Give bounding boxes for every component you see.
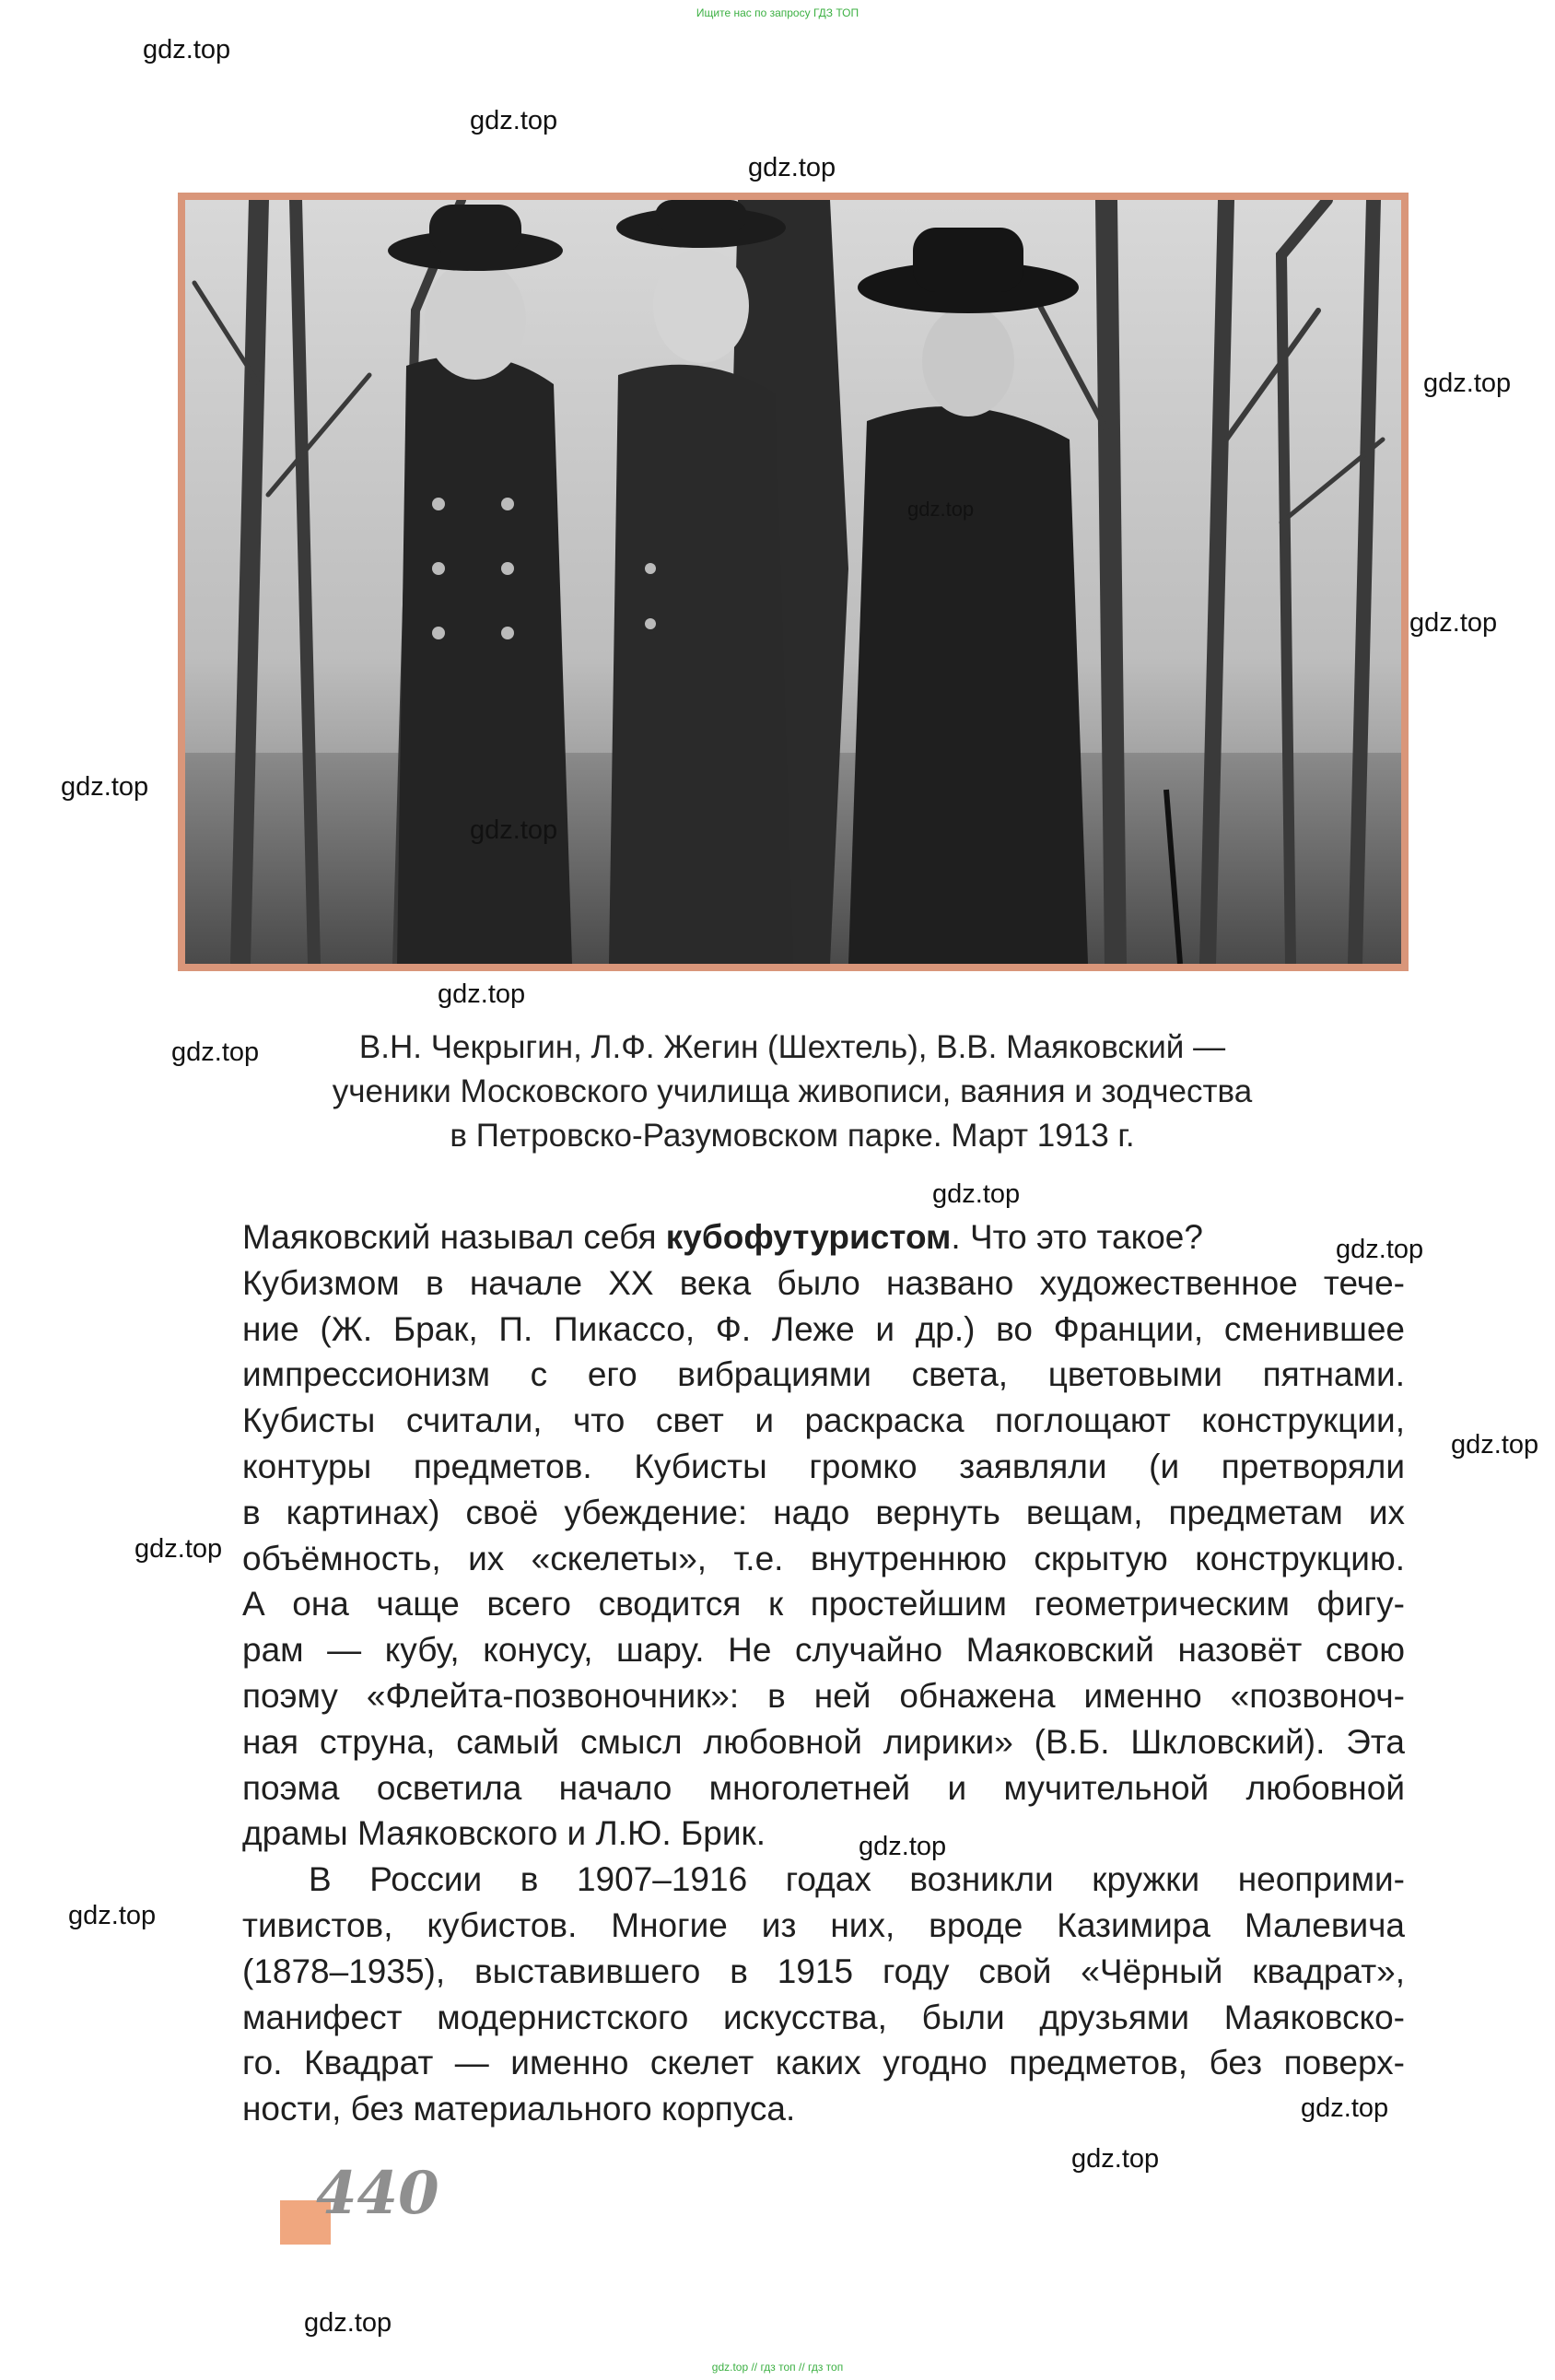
watermark: gdz.top: [932, 1179, 1021, 1209]
caption-line: ученики Московского училища живописи, ваяния и зодчества: [332, 1073, 1253, 1109]
watermark: gdz.top: [143, 35, 231, 64]
bold-term: кубофутуристом: [665, 1218, 952, 1256]
watermark: gdz.top: [304, 2308, 392, 2338]
footer-note[interactable]: gdz.top // гдз топ // гдз топ: [711, 2361, 844, 2374]
photo-three-men-in-park: [185, 200, 1401, 964]
page-number: 440: [316, 2159, 439, 2228]
watermark: gdz.top: [470, 106, 558, 135]
caption-line: В.Н. Чекрыгин, Л.Ф. Жегин (Шехтель), В.В. Маяковский —: [358, 1029, 1226, 1065]
body-text: [242, 1214, 1405, 2132]
text-line: поэму «Флейта-позвоночник»: в ней обнажена именно «позвоноч-: [242, 1676, 1405, 1715]
watermark: gdz.top: [1423, 369, 1512, 398]
text-line: го. Квадрат — именно скелет каких угодно предметов, без поверх-: [242, 2044, 1405, 2082]
watermark: gdz.top: [1336, 1235, 1424, 1264]
text-line: в картинах) своё убеждение: надо вернуть вещам, предметам их: [242, 1493, 1405, 1531]
watermark: gdz.top: [907, 498, 975, 521]
text-line: ная струна, самый смысл любовной лирики» (В.Б. Шкловский). Эта: [242, 1722, 1405, 1761]
photo: [178, 193, 1409, 971]
text-line: [242, 1214, 1405, 1260]
text-line: объёмность, их «скелеты», т.е. внутреннюю скрытую конструкцию.: [242, 1539, 1405, 1577]
watermark: gdz.top: [859, 1832, 947, 1861]
text-line: ние (Ж. Брак, П. Пикассо, Ф. Леже и др.) во Франции, сменившее: [242, 1309, 1405, 1348]
watermark: gdz.top: [748, 153, 836, 182]
watermark: gdz.top: [1409, 608, 1498, 638]
text-line: импрессионизм с его вибрациями света, цветовыми пятнами.: [242, 1355, 1405, 1394]
header-note[interactable]: Ищите нас по запросу ГДЗ ТОП: [696, 6, 859, 19]
watermark: gdz.top: [1451, 1430, 1539, 1460]
watermark: gdz.top: [61, 772, 149, 802]
text-line: Кубизмом в начале XX века было названо художественное тече-: [242, 1263, 1405, 1302]
text-line: манифест модернистского искусства, были друзьями Маяковско-: [242, 1998, 1405, 2036]
text-line: (1878–1935), выставившего в 1915 году свой «Чёрный квадрат»,: [242, 1952, 1405, 1990]
text-line: тивистов, кубистов. Многие из них, вроде Казимира Малевича: [242, 1905, 1405, 1944]
text-fragment: . Что это такое?: [951, 1218, 1203, 1256]
text-line: Кубисты считали, что свет и раскраска поглощают конструкции,: [242, 1401, 1405, 1440]
text-line: рам — кубу, конусу, шару. Не случайно Маяковский назовёт свою: [242, 1631, 1405, 1670]
caption-line: в Петровско-Разумовском парке. Март 1913 г.: [450, 1118, 1135, 1154]
text-line: А она чаще всего сводится к простейшим геометрическим фигу-: [242, 1585, 1405, 1624]
watermark: gdz.top: [438, 979, 526, 1009]
watermark: gdz.top: [1301, 2093, 1389, 2123]
text-line: контуры предметов. Кубисты громко заявляли (и претворяли: [242, 1447, 1405, 1485]
watermark: gdz.top: [134, 1534, 223, 1564]
photo-caption: [184, 1026, 1400, 1158]
text-line: ности, без материального корпуса.: [242, 2090, 796, 2128]
text-fragment: Маяковский называл себя: [242, 1218, 666, 1256]
watermark: gdz.top: [171, 1038, 260, 1067]
text-line: поэма осветила начало многолетней и мучительной любовной: [242, 1768, 1405, 1807]
watermark: gdz.top: [68, 1901, 157, 1930]
text-line: В России в 1907–1916 годах возникли кружки неоприми-: [309, 1860, 1405, 1899]
watermark: gdz.top: [470, 815, 558, 845]
text-line: драмы Маяковского и Л.Ю. Брик.: [242, 1814, 766, 1853]
watermark: gdz.top: [1071, 2144, 1160, 2174]
